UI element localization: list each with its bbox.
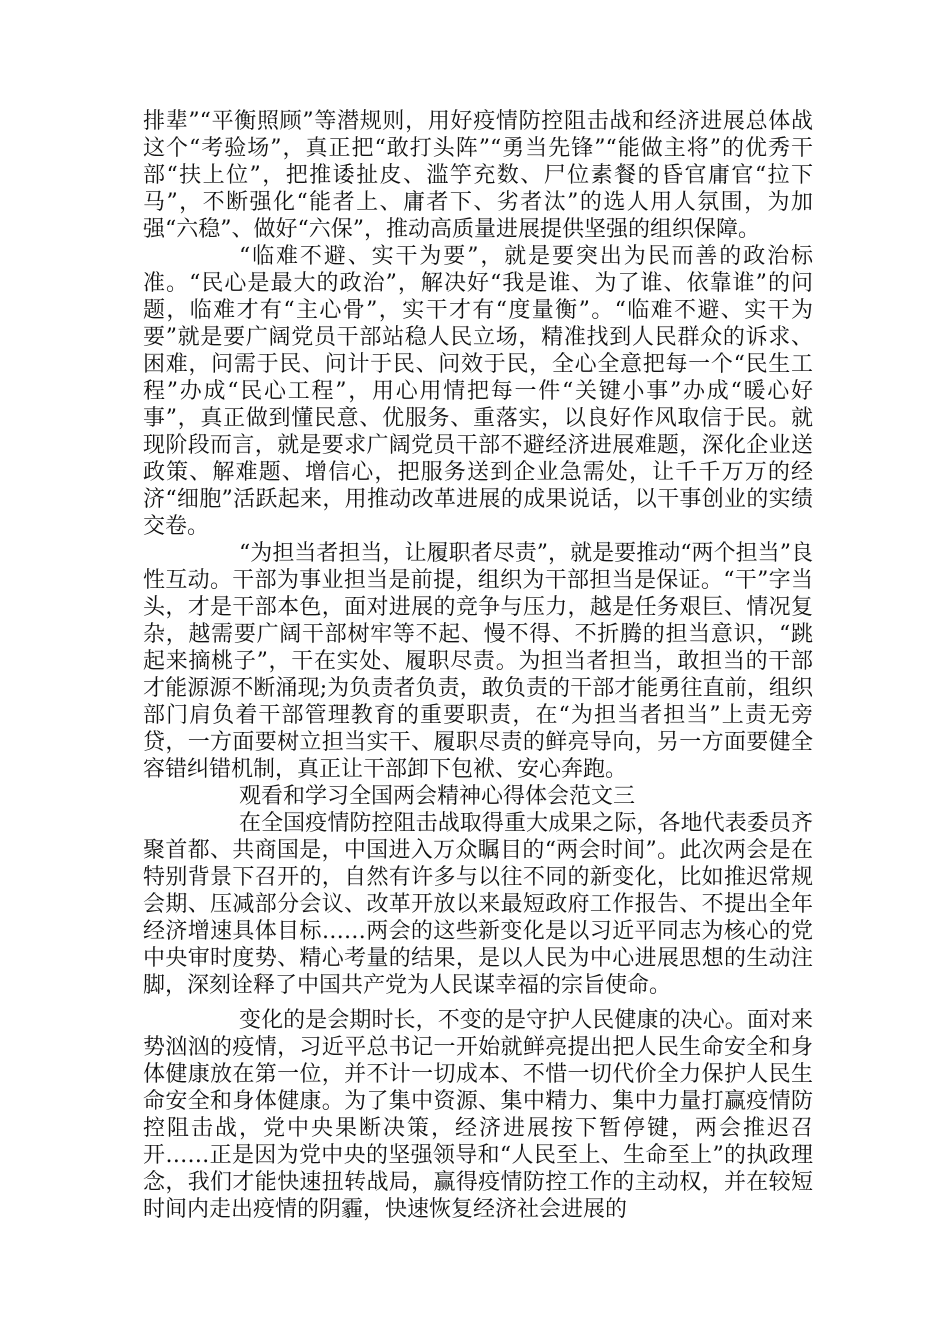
paragraph-4: 在全国疫情防控阻击战取得重大成果之际，各地代表委员齐聚首都、共商国是，中国进入万众瞩目的“两会时间”。此次两会是在特别背景下召开的，自然有许多与以往不同的新变化，比如推迟常规会期、压减部分会议、改革开放以来最短政府工作报告、不提出全年经济增速具体目标……两会的这些新变化是以习近平同志为核心的党中央审时度势、精心考量的结果，是以人民为中心进展思想的生动注脚，深刻诠释了中国共产党为人民谋幸福的宗旨使命。 (143, 811, 813, 998)
paragraph-5: 变化的是会期时长，不变的是守护人民健康的决心。面对来势汹汹的疫情，习近平总书记一开始就鲜亮提出把人民生命安全和身体健康放在第一位，并不计一切成本、不惜一切代价全力保护人民生命安全和身体健康。为了集中资源、集中精力、集中力量打赢疫情防控阻击战，党中央果断决策，经济进展按下暂停键，两会推迟召开……正是因为党中央的坚强领导和“人民至上、生命至上”的执政理念，我们才能快速扭转战局，赢得疫情防控工作的主动权，并在较短时间内走出疫情的阴霾，快速恢复经济社会进展的 (143, 1008, 813, 1222)
paragraph-3: “为担当者担当，让履职者尽责”，就是要推动“两个担当”良性互动。干部为事业担当是前提，组织为干部担当是保证。“干”字当头，才是干部本色，面对进展的竞争与压力，越是任务艰巨、情况复杂，越需要广阔干部树牢等不起、慢不得、不折腾的担当意识，“跳起来摘桃子”，干在实处、履职尽责。为担当者担当，敢担当的干部才能源源不断涌现;为负责者负责，敢负责的干部才能勇往直前，组织部门肩负着干部管理教育的重要职责，在“为担当者担当”上责无旁贷，一方面要树立担当实干、履职尽责的鲜亮导向，另一方面要健全容错纠错机制，真正让干部卸下包袱、安心奔跑。 (143, 541, 813, 782)
section-title: 观看和学习全国两会精神心得体会范文三 (239, 784, 636, 809)
paragraph-1: 排辈”“平衡照顾”等潜规则，用好疫情防控阻击战和经济进展总体战这个“考验场”，真正把“敢打头阵”“勇当先锋”“能做主将”的优秀干部“扶上位”，把推诿扯皮、滥竽充数、尸位素餐的昏官庸官“拉下马”，不断强化“能者上、庸者下、劣者汰”的选人用人氛围，为加强“六稳”、做好“六保”，推动高质量进展提供坚强的组织保障。 (143, 109, 813, 242)
paragraph-2: “临难不避、实干为要”，就是要突出为民而善的政治标准。“民心是最大的政治”，解决好“我是谁、为了谁、依靠谁”的问题，临难才有“主心骨”，实干才有“度量衡”。“临难不避、实干为要”就是要广阔党员干部站稳人民立场，精准找到人民群众的诉求、困难，问需于民、问计于民、问效于民，全心全意把每一个“民生工程”办成“民心工程”，用心用情把每一件“关键小事”办成“暖心好事”，真正做到懂民意、优服务、重落实，以良好作风取信于民。就现阶段而言，就是要求广阔党员干部不避经济进展难题，深化企业送政策、解难题、增信心，把服务送到企业急需处，让千千万万的经济“细胞”活跃起来，用推动改革进展的成果说话，以干事创业的实绩交卷。 (143, 244, 813, 539)
document-page (143, 108, 813, 1223)
